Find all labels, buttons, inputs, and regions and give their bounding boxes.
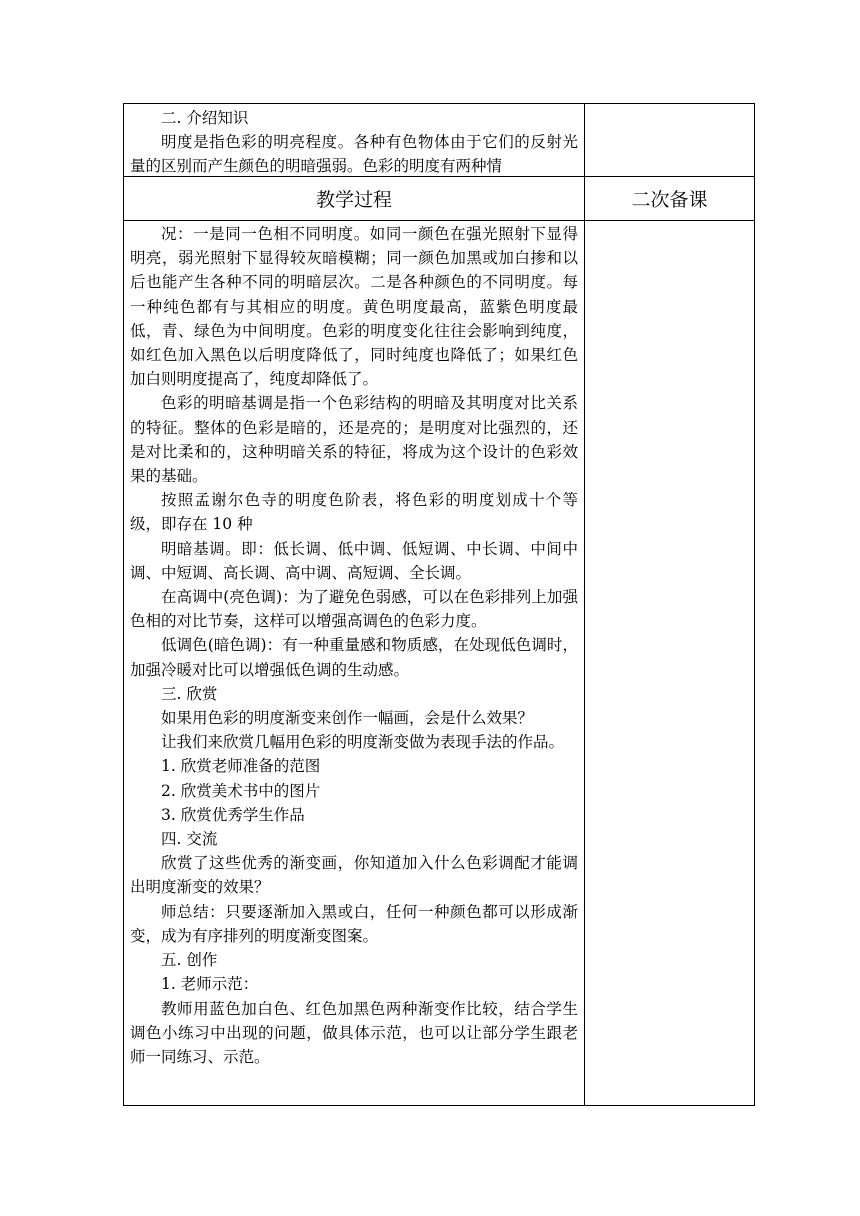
top-row [123, 103, 755, 177]
top-notes-cell [585, 104, 754, 176]
paragraph: 欣赏了这些优秀的渐变画，你知道加入什么色彩调配才能调出明度渐变的效果？ [130, 854, 578, 897]
paragraph: 按照孟谢尔色寺的明度色阶表，将色彩的明度划成十个等级，即存在 10 种 [130, 491, 578, 534]
section-heading: 二. 介绍知识 [161, 109, 249, 127]
section-heading: 四. 交流 [161, 830, 218, 849]
paragraph: 如果用色彩的明度渐变来创作一幅画，会是什么效果？ [161, 709, 534, 728]
body-notes-cell [585, 221, 754, 1105]
body-row [123, 221, 755, 1106]
top-content-cell [124, 104, 585, 176]
paragraph: 明暗基调。即：低长调、低中调、低短调、中长调、中间中调、中短调、高长调、高中调、高短调、全长调。 [130, 539, 578, 582]
paragraph: 况：一是同一色相不同明度。如同一颜色在强光照射下显得明亮，弱光照射下显得较灰暗模糊；同一颜色加黑或加白掺和以后也能产生各种不同的明暗层次。二是各种颜色的不同明度。每一种纯色都有与其相应的明度。黄色明度最高，蓝紫色明度最低，青、绿色为中间明度。色彩的明度变化往往会影响到纯度，如红色加入黑色以后明度降低了，同时纯度也降低了；如果红色加白则明度提高了，纯度却降低了。 [130, 225, 578, 389]
header-row [123, 177, 755, 221]
header-process: 教学过程 [124, 177, 585, 221]
paragraph: 让我们来欣赏几幅用色彩的明度渐变做为表现手法的作品。 [161, 733, 565, 752]
paragraph: 明度是指色彩的明亮程度。各种有色物体由于它们的反射光量的区别而产生颜色的明暗强弱。色彩的明度有两种情 [130, 133, 578, 175]
list-item: 3. 欣赏优秀学生作品 [161, 805, 305, 824]
list-item: 1. 老师示范： [161, 975, 259, 994]
lesson-plan-table [123, 103, 755, 1106]
list-item: 1. 欣赏老师准备的范图 [161, 757, 321, 776]
body-content-cell [124, 221, 585, 1105]
header-second-prep: 二次备课 [631, 189, 708, 211]
paragraph: 教师用蓝色加白色、红色加黑色两种渐变作比较，结合学生调色小练习中出现的问题，做具体示范，也可以让部分学生跟老师一同练习、示范。 [130, 999, 578, 1066]
section-heading: 五. 创作 [161, 951, 218, 970]
paragraph: 色彩的明暗基调是指一个色彩结构的明暗及其明度对比关系的特征。整体的色彩是暗的，还是亮的；是明度对比强烈的，还是对比柔和的，这种明暗关系的特征，将成为这个设计的色彩效果的基础。 [130, 394, 578, 486]
list-item: 2. 欣赏美术书中的图片 [161, 781, 321, 800]
section-heading: 三. 欣赏 [161, 684, 218, 703]
paragraph: 师总结：只要逐渐加入黑或白，任何一种颜色都可以形成渐变，成为有序排列的明度渐变图案。 [130, 902, 578, 945]
paragraph: 低调色(暗色调)：有一种重量感和物质感，在处现低色调时，加强冷暖对比可以增强低色调的生动感。 [130, 636, 578, 679]
paragraph: 在高调中(亮色调)：为了避免色弱感，可以在色彩排列上加强色相的对比节奏，这样可以增强高调色的色彩力度。 [130, 588, 578, 631]
